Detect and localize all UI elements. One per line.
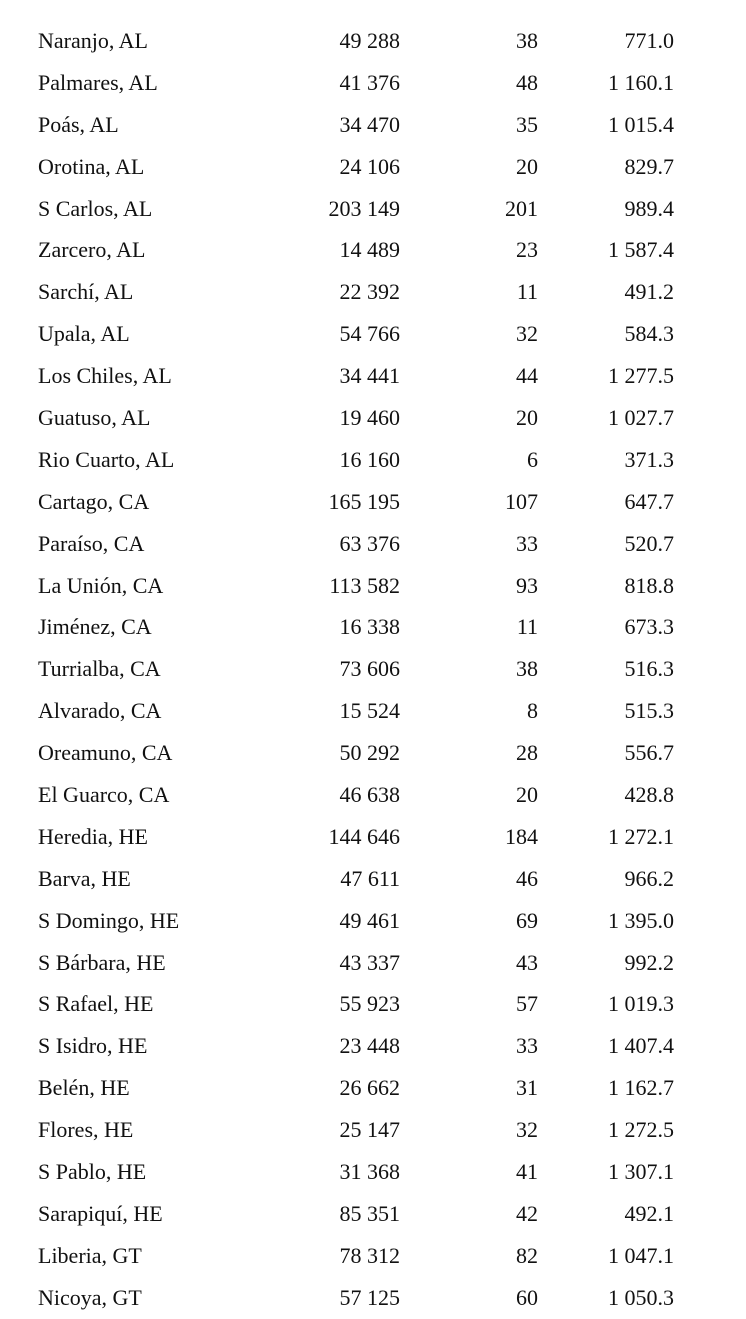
rate-cell: 428.8 <box>624 782 674 808</box>
table-row <box>0 606 746 648</box>
count-cell: 107 <box>505 488 538 514</box>
population-cell: 22 392 <box>339 279 400 305</box>
population-cell: 50 292 <box>339 740 400 766</box>
table-row <box>0 858 746 900</box>
municipality-cell: Poás, AL <box>38 111 119 137</box>
population-cell: 31 368 <box>339 1159 400 1185</box>
rate-cell: 1 307.1 <box>608 1159 674 1185</box>
municipality-cell: Turrialba, CA <box>38 656 161 682</box>
municipality-cell: Alvarado, CA <box>38 698 162 724</box>
count-cell: 11 <box>516 279 538 305</box>
count-cell: 23 <box>516 237 538 263</box>
municipality-cell: Paraíso, CA <box>38 530 145 556</box>
population-cell: 34 470 <box>339 111 400 137</box>
municipality-cell: Nicoya, GT <box>38 1284 142 1310</box>
municipality-cell: El Guarco, CA <box>38 782 170 808</box>
municipality-cell: Zarcero, AL <box>38 237 146 263</box>
table-row <box>0 523 746 565</box>
rate-cell: 1 272.1 <box>608 823 674 849</box>
table-row <box>0 1193 746 1235</box>
rate-cell: 992.2 <box>624 949 674 975</box>
population-cell: 34 441 <box>339 363 400 389</box>
table-row <box>0 690 746 732</box>
municipality-cell: Heredia, HE <box>38 823 148 849</box>
population-cell: 14 489 <box>339 237 400 263</box>
population-cell: 55 923 <box>339 991 400 1017</box>
rate-cell: 673.3 <box>624 614 674 640</box>
population-cell: 63 376 <box>339 530 400 556</box>
table-row <box>0 900 746 942</box>
population-cell: 78 312 <box>339 1242 400 1268</box>
count-cell: 38 <box>516 28 538 53</box>
population-cell: 15 524 <box>339 698 400 724</box>
table-row <box>0 229 746 271</box>
rate-cell: 771.0 <box>624 28 674 53</box>
municipality-cell: Naranjo, AL <box>38 28 148 53</box>
population-cell: 24 106 <box>339 153 400 179</box>
table-row <box>0 397 746 439</box>
population-cell: 165 195 <box>328 488 400 514</box>
count-cell: 32 <box>516 1117 538 1143</box>
table-row <box>0 313 746 355</box>
count-cell: 20 <box>516 782 538 808</box>
population-cell: 47 611 <box>340 865 400 891</box>
rate-cell: 1 277.5 <box>608 363 674 389</box>
municipality-cell: Sarapiquí, HE <box>38 1200 163 1226</box>
count-cell: 31 <box>516 1075 538 1101</box>
table-row <box>0 20 746 62</box>
table-row <box>0 481 746 523</box>
count-cell: 201 <box>505 195 538 221</box>
municipality-cell: S Pablo, HE <box>38 1159 147 1185</box>
population-cell: 16 338 <box>339 614 400 640</box>
count-cell: 41 <box>516 1159 538 1185</box>
rate-cell: 1 160.1 <box>608 69 674 95</box>
rate-cell: 1 015.4 <box>608 111 674 137</box>
count-cell: 20 <box>516 153 538 179</box>
rate-cell: 520.7 <box>624 530 674 556</box>
municipality-cell: Barva, HE <box>38 865 131 891</box>
rate-cell: 556.7 <box>624 740 674 766</box>
table-row <box>0 1025 746 1067</box>
table-row <box>0 942 746 984</box>
table-row <box>0 439 746 481</box>
rate-cell: 1 272.5 <box>608 1117 674 1143</box>
count-cell: 42 <box>516 1200 538 1226</box>
rate-cell: 1 407.4 <box>608 1033 674 1059</box>
table-row <box>0 648 746 690</box>
population-cell: 113 582 <box>329 572 400 598</box>
population-cell: 203 149 <box>328 195 400 221</box>
municipality-cell: La Unión, CA <box>38 572 164 598</box>
municipality-cell: Flores, HE <box>38 1117 134 1143</box>
count-cell: 33 <box>516 530 538 556</box>
count-cell: 20 <box>516 405 538 431</box>
rate-cell: 647.7 <box>624 488 674 514</box>
rate-cell: 1 162.7 <box>608 1075 674 1101</box>
municipality-cell: Rio Cuarto, AL <box>38 446 175 472</box>
population-cell: 49 461 <box>339 907 400 933</box>
rate-cell: 966.2 <box>624 865 674 891</box>
municipality-cell: S Isidro, HE <box>38 1033 148 1059</box>
municipality-cell: Upala, AL <box>38 321 130 347</box>
municipality-cell: Oreamuno, CA <box>38 740 173 766</box>
municipality-cell: Cartago, CA <box>38 488 150 514</box>
count-cell: 28 <box>516 740 538 766</box>
population-cell: 19 460 <box>339 405 400 431</box>
count-cell: 93 <box>516 572 538 598</box>
count-cell: 44 <box>516 363 538 389</box>
count-cell: 43 <box>516 949 538 975</box>
table-row <box>0 62 746 104</box>
rate-cell: 1 019.3 <box>608 991 674 1017</box>
count-cell: 38 <box>516 656 538 682</box>
count-cell: 57 <box>516 991 538 1017</box>
rate-cell: 989.4 <box>624 195 674 221</box>
municipality-cell: Sarchí, AL <box>38 279 134 305</box>
rate-cell: 1 587.4 <box>608 237 674 263</box>
population-cell: 73 606 <box>339 656 400 682</box>
count-cell: 32 <box>516 321 538 347</box>
population-cell: 26 662 <box>339 1075 400 1101</box>
population-cell: 16 160 <box>339 446 400 472</box>
table-row <box>0 146 746 188</box>
population-cell: 43 337 <box>339 949 400 975</box>
municipality-cell: Belén, HE <box>38 1075 130 1101</box>
municipality-cell: Palmares, AL <box>38 69 158 95</box>
rate-cell: 1 047.1 <box>608 1242 674 1268</box>
table-row <box>0 565 746 607</box>
rate-cell: 491.2 <box>624 279 674 305</box>
population-cell: 41 376 <box>339 69 400 95</box>
table-row <box>0 816 746 858</box>
rate-cell: 1 050.3 <box>608 1284 674 1310</box>
rate-cell: 584.3 <box>624 321 674 347</box>
rate-cell: 371.3 <box>624 446 674 472</box>
population-cell: 144 646 <box>328 823 400 849</box>
count-cell: 82 <box>516 1242 538 1268</box>
municipality-cell: S Bárbara, HE <box>38 949 166 975</box>
municipality-cell: Los Chiles, AL <box>38 363 172 389</box>
table-row <box>0 271 746 313</box>
table-row <box>0 1109 746 1151</box>
count-cell: 48 <box>516 69 538 95</box>
municipality-cell: Guatuso, AL <box>38 405 151 431</box>
table-row <box>0 355 746 397</box>
rate-cell: 1 027.7 <box>608 405 674 431</box>
table-row <box>0 104 746 146</box>
population-cell: 25 147 <box>339 1117 400 1143</box>
count-cell: 60 <box>516 1284 538 1310</box>
table-row <box>0 1277 746 1319</box>
count-cell: 11 <box>516 614 538 640</box>
population-cell: 54 766 <box>339 321 400 347</box>
rate-cell: 818.8 <box>624 572 674 598</box>
table-row <box>0 1151 746 1193</box>
municipality-cell: S Carlos, AL <box>38 195 153 221</box>
count-cell: 184 <box>505 823 538 849</box>
rate-cell: 492.1 <box>624 1200 674 1226</box>
population-cell: 85 351 <box>339 1200 400 1226</box>
population-cell: 23 448 <box>339 1033 400 1059</box>
municipality-cell: Jiménez, CA <box>38 614 152 640</box>
count-cell: 69 <box>516 907 538 933</box>
count-cell: 33 <box>516 1033 538 1059</box>
table-row <box>0 1067 746 1109</box>
municipality-cell: S Domingo, HE <box>38 907 180 933</box>
municipality-cell: S Rafael, HE <box>38 991 154 1017</box>
table-row <box>0 188 746 230</box>
rate-cell: 829.7 <box>624 153 674 179</box>
count-cell: 35 <box>516 111 538 137</box>
table-row <box>0 774 746 816</box>
population-cell: 46 638 <box>339 782 400 808</box>
population-cell: 57 125 <box>339 1284 400 1310</box>
municipality-cell: Orotina, AL <box>38 153 145 179</box>
table-row <box>0 1235 746 1277</box>
population-cell: 49 288 <box>339 28 400 53</box>
municipality-cell: Liberia, GT <box>38 1242 142 1268</box>
table-row <box>0 983 746 1025</box>
rate-cell: 515.3 <box>624 698 674 724</box>
rate-cell: 516.3 <box>624 656 674 682</box>
count-cell: 8 <box>527 698 538 724</box>
count-cell: 6 <box>527 446 538 472</box>
data-table <box>0 20 746 1319</box>
count-cell: 46 <box>516 865 538 891</box>
table-row <box>0 732 746 774</box>
rate-cell: 1 395.0 <box>608 907 674 933</box>
